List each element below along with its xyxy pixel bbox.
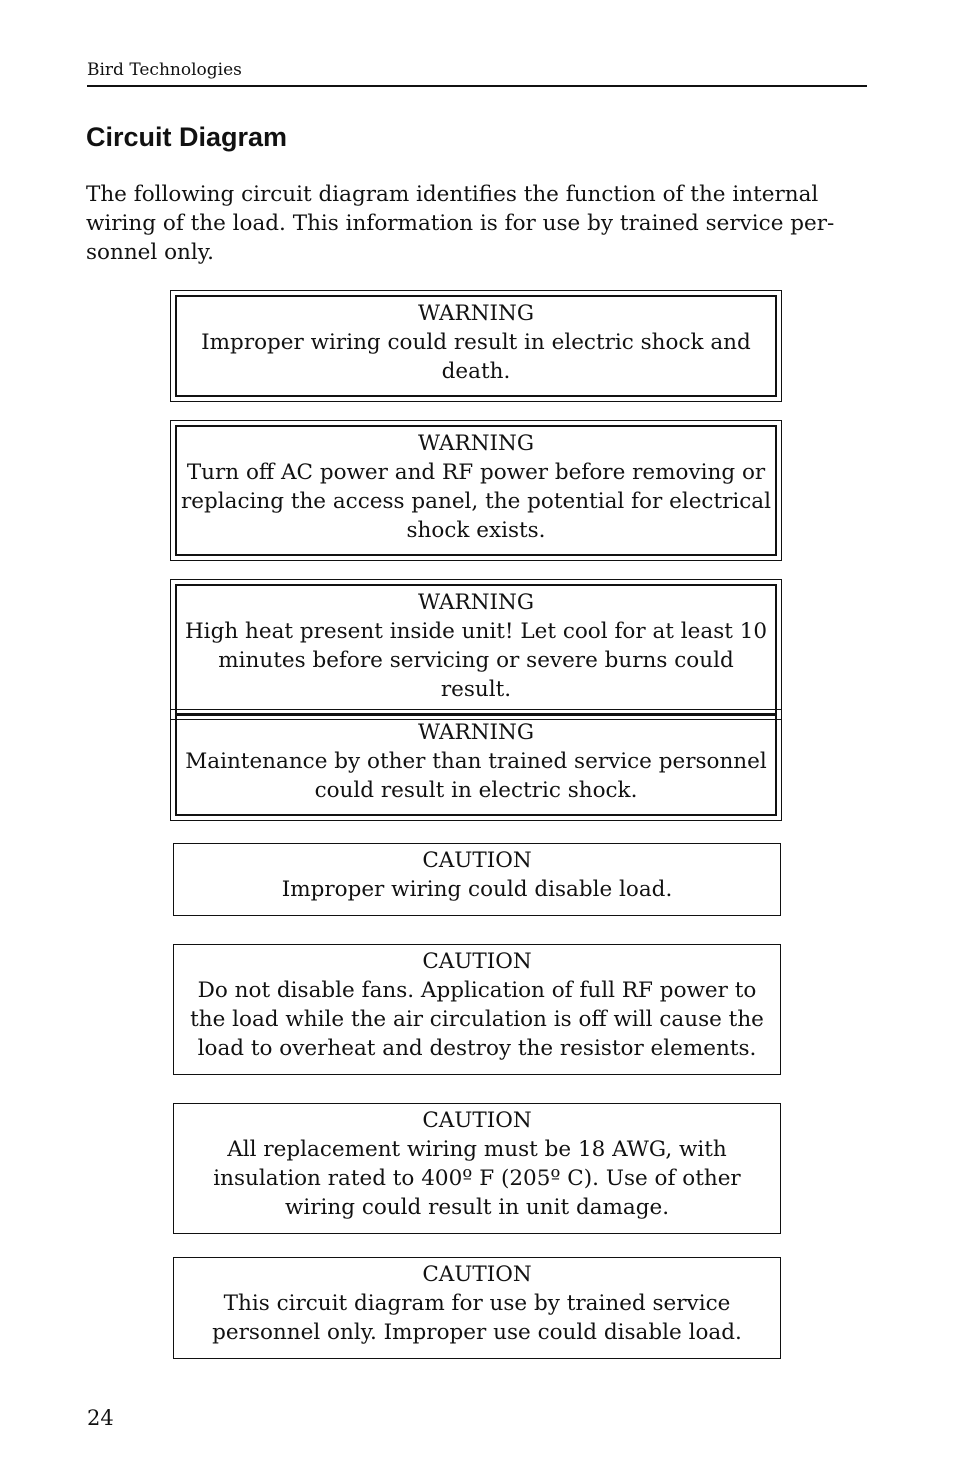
intro-paragraph: The following circuit diagram identifies the function of the internal wiring of the load. This information is for use by trained service per-sonnel only.: [86, 182, 835, 265]
caution-title: CAUTION: [422, 1108, 532, 1133]
section-title: Circuit Diagram: [86, 122, 288, 152]
warning-title: WARNING: [417, 431, 535, 456]
caution-title: CAUTION: [422, 1262, 532, 1287]
warning-box: [170, 709, 782, 821]
caution-text: This circuit diagram for use by trained service personnel only. Improper use could disable load.: [212, 1291, 742, 1345]
warning-box: [170, 420, 782, 561]
page-number: 24: [87, 1406, 114, 1430]
warning-box: [170, 290, 782, 402]
warning-title: WARNING: [417, 301, 535, 326]
warning-title: WARNING: [417, 720, 535, 745]
caution-text: All replacement wiring must be 18 AWG, with insulation rated to 400º F (205º C). Use of other wiring could result in unit damage.: [213, 1137, 741, 1220]
warning-box-inner: [175, 425, 777, 556]
caution-text: Do not disable fans. Application of full RF power to the load while the air circulation is off will cause the load to overheat and destroy the resistor elements.: [190, 978, 764, 1061]
warning-box-inner: [175, 714, 777, 816]
warning-text: Maintenance by other than trained service personnel could result in electric shock.: [185, 749, 767, 803]
warning-title: WARNING: [417, 590, 535, 615]
caution-box: [173, 1103, 781, 1234]
running-header: Bird Technologies: [87, 60, 242, 80]
header-rule: [87, 85, 867, 87]
warning-box-inner: [175, 295, 777, 397]
caution-box: [173, 944, 781, 1075]
warning-text: Improper wiring could result in electric shock and death.: [201, 330, 751, 384]
caution-title: CAUTION: [422, 848, 532, 873]
warning-text: High heat present inside unit! Let cool for at least 10 minutes before servicing or severe burns could result.: [184, 619, 768, 702]
warning-box-inner: [175, 584, 777, 715]
caution-box: [173, 1257, 781, 1359]
warning-box: [170, 579, 782, 720]
caution-title: CAUTION: [422, 949, 532, 974]
warning-text: Turn off AC power and RF power before removing or replacing the access panel, the potential for electrical shock exists.: [181, 460, 772, 543]
caution-text: Improper wiring could disable load.: [281, 877, 673, 902]
caution-box: [173, 843, 781, 916]
